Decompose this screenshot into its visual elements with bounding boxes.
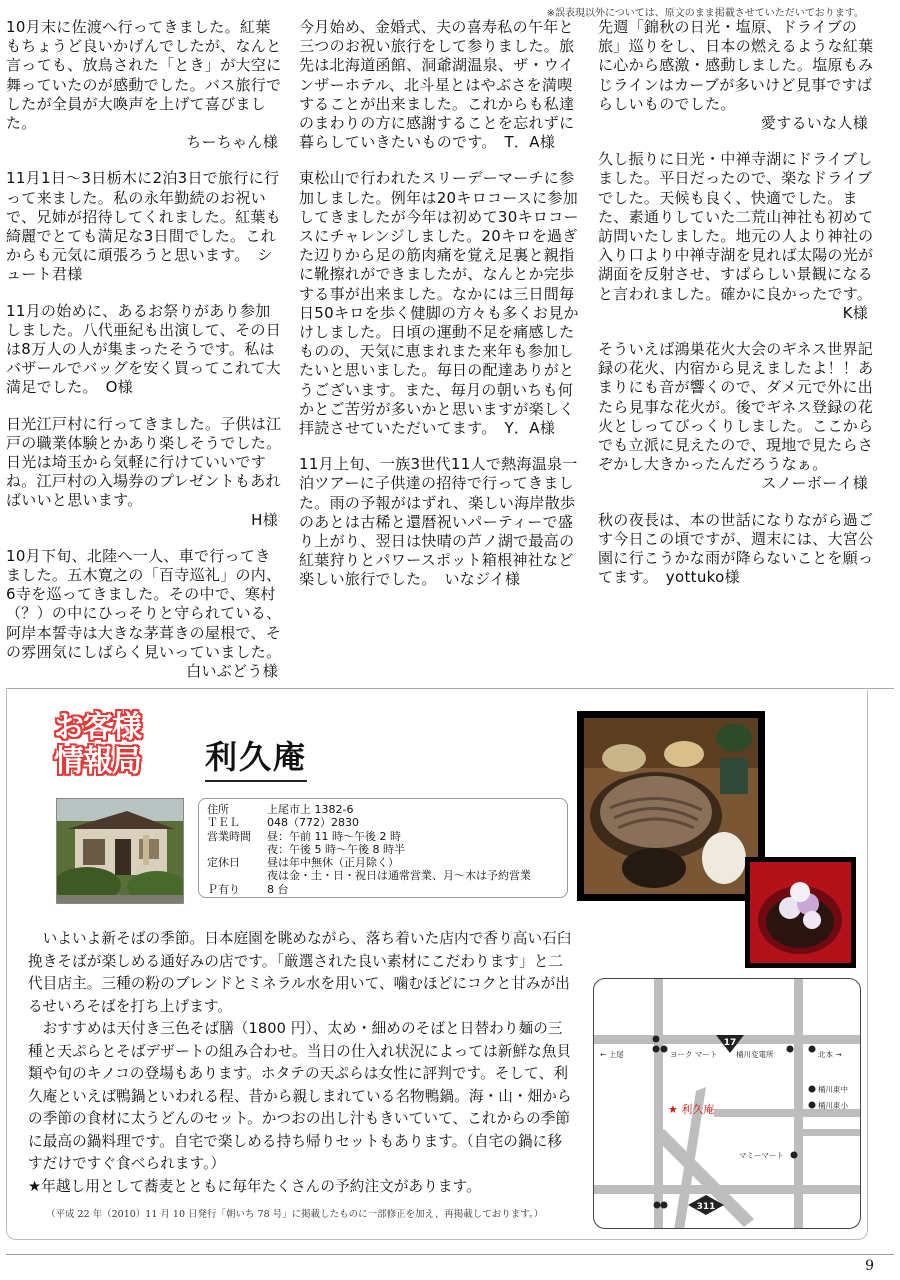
letter <box>598 340 874 494</box>
info-address <box>207 803 559 816</box>
letter-text: 日光江戸村に行ってきました。子供は江戸の職業体験とかあり楽しそうでした。日光は埼玉から気軽に行けていいですね。江戸村の入場券のプレゼントもあればいいと思います。 <box>6 414 282 510</box>
info-label: 住所 <box>207 803 229 816</box>
map-label-substation: 桶川変電所 <box>736 1050 774 1059</box>
info-value: 昼は年中無休（正月除く） <box>267 856 399 870</box>
letter-signature: H様 <box>251 510 278 529</box>
map-label-yorkmart: ヨーク マート <box>670 1050 718 1059</box>
letter-signature: 愛するいな人様 <box>760 114 868 133</box>
description-note: ★年越し用として蕎麦とともに毎年たくさんの予約注文があります。 <box>28 1177 481 1195</box>
letter-text: 10月下旬、北陸へ一人、車で行ってきました。五木寛之の「百寺巡礼」の内、6寺を巡ってきました。その中で、寒村（？）の中にひっそりと守られている、阿岸本誓寺は大きな茅葺きの屋根で、その雰囲気にしばらく見いっていました。 <box>6 546 282 661</box>
letter <box>6 302 284 398</box>
letters-column-1 <box>6 18 284 698</box>
info-label: Ｐ有り <box>207 882 240 896</box>
badge-line-1: お客様 <box>54 710 141 745</box>
letter <box>6 415 284 530</box>
letter-text: 久し振りに日光・中禅寺湖にドライブしました。平日だったので、楽なドライブでした。天候も良く、快適でした。また、素通りしていた二荒山神社も初めて訪問いたしました。地元の人より神社の入り口より中禅寺湖を見れば太陽の光が湖面を反射させ、すばらしい景観になると言われました。確かに良かったです。 <box>598 150 874 303</box>
shop-name: 利久庵 <box>205 732 307 782</box>
info-label: 定休日 <box>207 856 240 870</box>
letter-text: 今月始め、金婚式、夫の喜寿私の午年と三つのお祝い旅行をして参りました。旅先は北海道函館、洞爺湖温泉、ザ・ウインザーホテル、北斗星とはやぶさを満喫することが出来ました。これからも私達のまわりの方に感謝することを忘れずに暮らしていきたいものです。 T．A様 <box>299 18 575 152</box>
letter <box>299 169 580 438</box>
letter-signature: スノーボーイ様 <box>761 474 868 493</box>
letter <box>598 150 874 323</box>
map-label-higashi-chu: 桶川東中 <box>818 1085 848 1094</box>
dessert-photo <box>745 857 856 968</box>
shop-exterior-photo <box>56 798 184 904</box>
map-label-higashi-sho: 桶川東小 <box>818 1101 848 1110</box>
letter-text: 11月上旬、一族3世代11人で熱海温泉一泊ツアーに子供達の招待で行ってきました。雨の予報がはずれ、楽しい海岸散歩のあとは古稀と還暦祝いパーティーで盛り上がり、翌日は快晴の芦ノ湖で最高の紅葉狩りとパワースポット箱根神社など楽しい旅行でした。 いなジイ様 <box>299 455 578 589</box>
route-17-label: 17 <box>723 1038 737 1048</box>
map-label-mamimart: マミーマート <box>739 1151 784 1160</box>
letter-text: そういえば鴻巣花火大会のギネス世界記録の花火、内宿から見えましたよ！！あまりにも音が響くので、ダメ元で外に出たら見事な花火が。後でギネス登録の花火としってびっくりしました。ここからでも立派に見えたので、現地で見たらさぞかし大きかったんだろうなぁ。 <box>598 340 874 474</box>
description-paragraph: いよいよ新そばの季節。日本庭園を眺めながら、落ち着いた店内で香り高い石臼挽きそばが楽しめる通好みの店です。「厳選された良い素材にこだわります」と二代目店主。三種の粉のブレンドとミネラル水を用いて、噛むほどにコクと甘みが出るせいろそばを打ち上げます。 <box>28 930 572 1015</box>
info-hours <box>207 830 559 843</box>
info-value: 048（772）2830 <box>267 816 359 830</box>
letter <box>6 18 284 152</box>
reader-letters <box>0 18 900 681</box>
letter-signature: ちーちゃん様 <box>186 133 278 152</box>
letter-text: 10月末に佐渡へ行ってきました。紅葉もちょうど良いかげんでしたが、なんと言っても、放鳥された「とき」が大空に舞っていたのが感動でした。バス旅行でしたが全員が大喚声を上げて喜びました。 <box>6 18 282 133</box>
map-shop-marker: ★ 利久庵 <box>668 1103 715 1116</box>
letter <box>598 18 874 133</box>
letters-column-3 <box>598 18 874 604</box>
letter <box>299 18 580 152</box>
shop-map <box>593 978 861 1229</box>
map-label-ageo: ← 上尾 <box>600 1050 624 1059</box>
info-value: 8 台 <box>267 882 289 896</box>
letter-text: 東松山で行われたスリーデーマーチに参加しました。例年は20キロコースに参加してきましたが今年は初めて30キロコースにチャレンジしました。20キロを過ぎた辺りから足の筋肉痛を覚え足裏と親指に靴擦れができましたが、なんとか完歩する事が出来ました。なかには三日間毎日50キロを歩く健脚の方々も多くお見かけしました。日頃の運動不足を痛感したものの、天気に恵まれまた来年も参加したいと思いました。毎日の配達ありがとうございます。また、毎月の朝いちも何かとご苦労が多いかと思いますが楽しく拝読させていただいてます。 Y．A様 <box>299 169 579 438</box>
info-label: 営業時間 <box>207 829 251 843</box>
letter-text: 秋の夜長は、本の世話になりながら過ごす今日この頃ですが、週末には、大宮公園に行こうかな雨が降らないことを願ってます。 yottuko様 <box>598 510 874 587</box>
letters-column-2 <box>299 18 580 607</box>
letter <box>6 169 284 284</box>
page-number: 9 <box>865 1258 874 1274</box>
disclaimer-note: ※誤表現以外については、原文のまま掲載させていただいております。 <box>546 8 864 19</box>
letter <box>6 547 284 681</box>
shop-description <box>28 928 576 1198</box>
letter-signature: K様 <box>842 303 868 322</box>
letter-text: 11月1日～3日栃木に2泊3日で旅行に行って来ました。私の永年勤続のお祝いで、兄姉が招待してくれました。紅葉も綺麗でとても満足な3日間でした。これからも元気に頑張ろうと思います。 シュート君様 <box>6 169 282 284</box>
letter <box>598 511 874 588</box>
letter <box>299 455 580 589</box>
badge-line-2: 情報局 <box>54 744 141 779</box>
shop-exterior-image <box>57 799 184 904</box>
info-holiday <box>207 856 559 869</box>
map-label-kitamoto: 北本 → <box>818 1050 842 1059</box>
section-divider <box>6 688 894 689</box>
letter-text: 先週「錦秋の日光・塩原、ドライブの旅」巡りをし、日本の燃えるような紅葉に心から感激・感動しました。塩原もみじラインはカーブが多いけど見事ですばらしいものでした。 <box>598 18 874 113</box>
letter-text: 11月の始めに、あるお祭りがあり参加しました。八代亜紀も出演して、その日は8万人の人が集まったそうです。私はバザールでバッグを安く買ってこれて大満足でした。 O様 <box>6 301 282 397</box>
info-tel <box>207 816 559 829</box>
soba-image <box>584 718 758 894</box>
info-value: 上尾市上 1382-6 <box>267 803 354 816</box>
description-paragraph: おすすめは天付き三色そば膳（1800 円）、太め・細めのそばと日替わり麺の三種と天ぷらとそばデザートの組み合わせ。当日の仕入れ状況によっては新鮮な魚貝類や旬のキノコの登場もあります。ホタテの天ぷらは女性に評判です。そして、利久庵といえば鴨鍋といわれる程、昔から親しまれている名物鴨鍋。海・山・畑からの季節の食材に太うどんのセット。かつおの出し汁もきいていて、これからの季節に最高の鍋料理です。自宅で楽しめる持ち帰りセットもあります。（自宅の鍋に移すだけですぐ食べられます。） <box>28 1020 572 1172</box>
info-parking <box>207 883 559 896</box>
soba-photo <box>577 711 765 901</box>
info-value: 昼：午前 11 時〜午後 2 時 <box>267 829 401 843</box>
info-label: ＴＥＬ <box>207 816 240 830</box>
section-badge <box>54 711 164 781</box>
map-drawing <box>594 979 861 1229</box>
info-hours-night: 夜：午後 5 時〜午後 8 時半 <box>267 842 405 856</box>
dessert-image <box>750 862 851 963</box>
route-311-label: 311 <box>696 1202 716 1212</box>
letter-signature: 白いぶどう様 <box>186 662 278 681</box>
shop-info-box <box>198 798 568 898</box>
publication-footnote: （平成 22 年（2010）11 月 10 日発行「朝いち 78 号」に掲載したものに一部修正を加え、再掲載しております。） <box>46 1209 544 1220</box>
info-holiday-night: 夜は金・土・日・祝日は通常営業、月〜木は予約営業 <box>267 869 531 883</box>
footer-rule <box>6 1254 894 1255</box>
